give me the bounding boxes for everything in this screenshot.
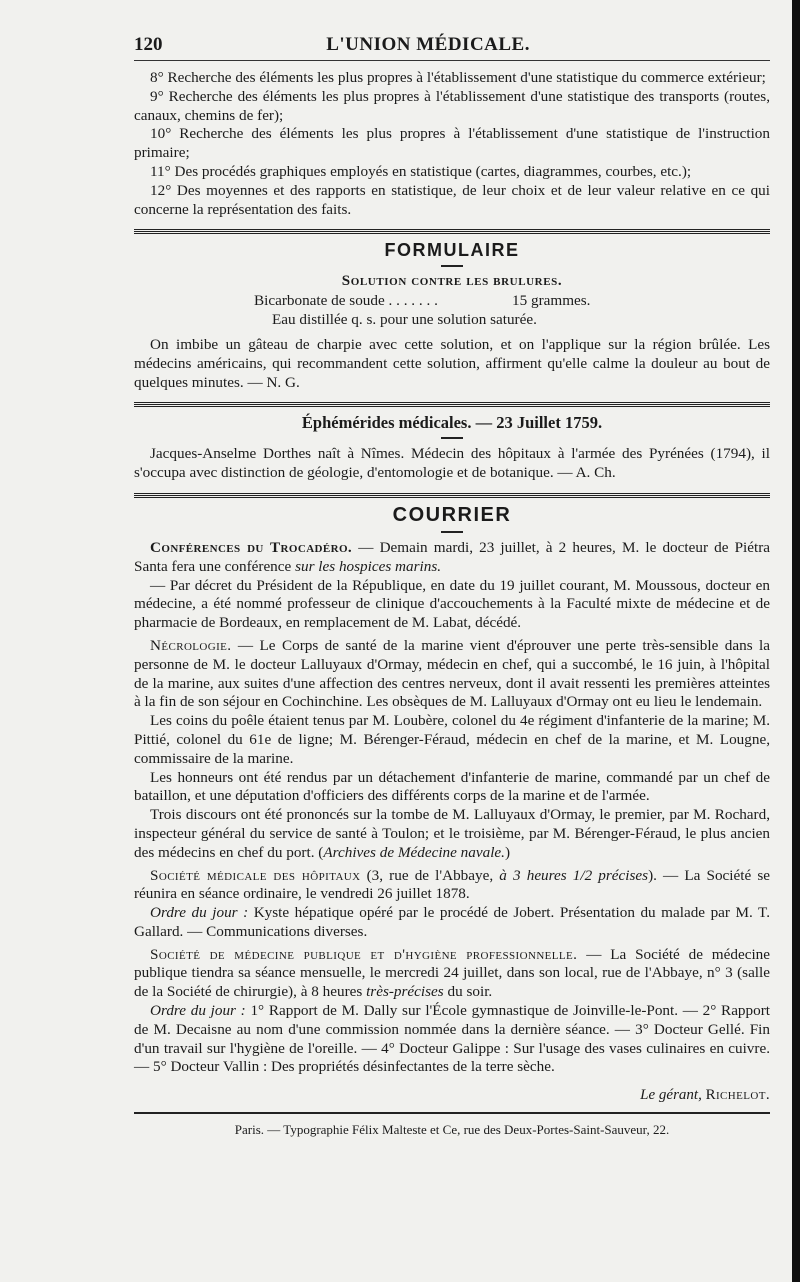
signature: Le gérant, Richelot. [640,1087,770,1104]
short-rule [441,265,463,267]
list-item: 10° Recherche des éléments les plus propres à l'établissement d'une statistique de l'instruction primaire; [134,125,770,162]
section-divider [134,229,770,234]
list-item: 11° Des procédés graphiques employés en statistique (cartes, diagrammes, courbes, etc.); [150,162,692,180]
list-item: 12° Des moyennes et des rapports en statistique, de leur choix et de leur valeur relative en ce qui concerne la représentation des faits. [134,181,770,218]
formulaire-text: On imbibe un gâteau de charpie avec cette solution, et on l'applique sur la région brûlée. Les médecins américains, qui recommandent cette solution, affirment qu'elle calme la douleur au bout de quelques minutes. — N. G. [134,335,770,391]
section-divider [134,402,770,407]
courrier-body [134,539,770,1077]
paragraph: Les coins du poêle étaient tenus par M. Loubère, colonel du 4e régiment d'infanterie de la marine; M. Pittié, colonel du 61e de ligne; M. Bérenger-Féraud, médecin en chef de la marine, et M. Lougne, commissaire de la marine. [134,712,770,767]
paragraph: Ordre du jour : 1° Rapport de M. Dally sur l'École gymnastique de Joinville-le-Pont. — 2° Rapport de M. Decaisne au nom d'une commission nommée dans la dernière séance. — 3° Docteur Gellé. Fin d'un travail sur l'hygiène de l'oreille. — 4° Docteur Galippe : Sur l'usage des vases culinaires en cuivre. — 5° Docteur Vallin : Des propriétés désinfectantes de la terre sèche. [134,1002,770,1076]
page-number: 120 [134,34,163,55]
section-divider [134,493,770,498]
recipe-amount: 15 grammes. [512,292,591,310]
list-item: 9° Recherche des éléments les plus propres à l'établissement d'une statistique des transports (routes, canaux, chemins de fer); [134,87,770,124]
paragraph: Société de médecine publique et d'hygiène professionnelle. — La Société de médecine publique tiendra sa séance mensuelle, le mercredi 24 juillet, dans son local, rue de l'Abbaye, n° 3 (salle de la Société de chirurgie), à 8 heures très-précises du soir. [134,945,770,1001]
paragraph: — Par décret du Président de la République, en date du 19 juillet courant, M. Moussous, docteur en médecine, a été nommé professeur de clinique d'accouchements à la Faculté mixte de médecine et de pharmacie de Bordeaux, en remplacement de M. Labat, décédé. [134,576,770,632]
paragraph: Nécrologie. — Le Corps de santé de la marine vient d'éprouver une perte très-sensible dans la personne de M. le docteur Lalluyaux d'Ormay, médecin en chef, qui a succombé, le 16 juin, à l'hôpital de la marine, aux suites d'une affection des centres nerveux, dont il avait ressenti les premières atteintes à la fin de son séjour en Cochinchine. Les obsèques de M. Lalluyaux d'Ormay ont eu lieu le lendemain. [134,636,770,711]
recipe-ingredient: Eau distillée q. s. pour une solution saturée. [272,311,537,329]
paragraph: Ordre du jour : Kyste hépatique opéré par le procédé de Jobert. Présentation du malade par M. T. Gallard. — Communications diverses. [134,904,770,940]
journal-title: L'UNION MÉDICALE. [326,34,530,55]
paragraph: Trois discours ont été prononcés sur la tombe de M. Lalluyaux d'Ormay, le premier, par M. Rochard, inspecteur général du service de santé à Toulon; et le troisième, par M. Bérenger-Féraud, le plus ancien des médecins en chef du port. (Archives de Médecine navale.) [134,806,770,861]
ephemerides-heading: Éphémérides médicales. — 23 Juillet 1759. [301,413,603,433]
ephemerides-text: Jacques-Anselme Dorthes naît à Nîmes. Médecin des hôpitaux à l'armée des Pyrénées (1794), il s'occupa avec distinction de géologie, d'entomologie et de botanique. — A. Ch. [134,445,770,482]
courrier-heading: COURRIER [392,503,512,526]
short-rule [441,437,463,439]
statistics-list [134,69,770,219]
formulaire-heading: FORMULAIRE [384,240,520,261]
printer-imprint: Paris. — Typographie Félix Malteste et Ce, rue des Deux-Portes-Saint-Sauveur, 22. [234,1122,670,1138]
paragraph: Les honneurs ont été rendus par un détachement d'infanterie de marine, commandé par un chef de bataillon, et une députation d'officiers des différents corps de la marine et de l'armée. [134,768,770,805]
recipe [254,292,770,330]
paragraph: Société médicale des hôpitaux (3, rue de l'Abbaye, à 3 heures 1/2 précises). — La Société se réunira en séance ordinaire, le vendredi 26 juillet 1878. [134,866,770,903]
running-header [134,34,770,61]
signature-name: Richelot. [705,1087,770,1104]
formulaire-subheading: Solution contre les brulures. [341,273,563,290]
list-item: 8° Recherche des éléments les plus propres à l'établissement d'une statistique du commerce extérieur; [150,69,766,86]
recipe-ingredient: Bicarbonate de soude . . . . . . . [254,292,438,310]
short-rule [441,531,463,533]
footer-divider [134,1112,770,1114]
paragraph: Conférences du Trocadéro. — Demain mardi, 23 juillet, à 2 heures, M. le docteur de Piétra Santa fera une conférence sur les hospices marins. [134,538,771,575]
